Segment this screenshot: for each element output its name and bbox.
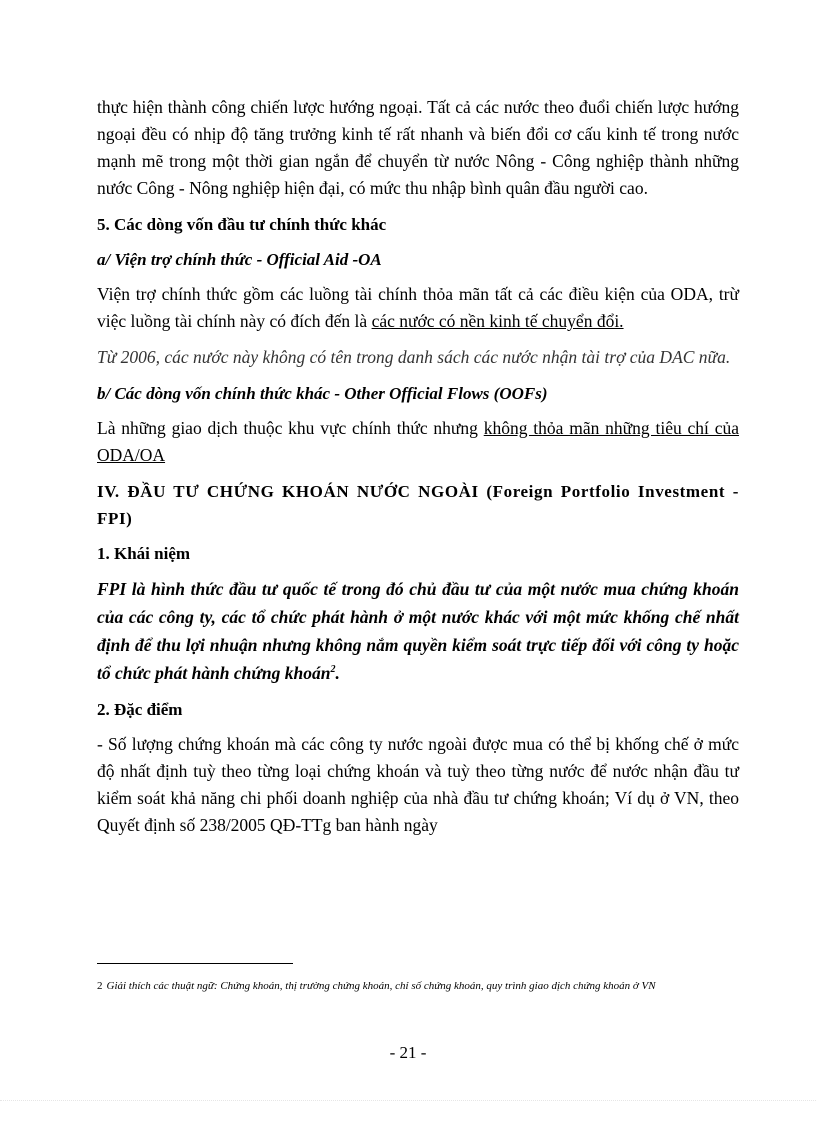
intro-paragraph: thực hiện thành công chiến lược hướng ngoại. Tất cả các nước theo đuổi chiến lược hướng ngoại đều có nhịp độ tăng trưởng kinh tế rất nhanh và biến đổi cơ cấu kinh tế trong nước mạnh mẽ trong một thời gian ngắn để chuyển từ nước Nông - Công nghiệp thành những nước Công - Nông nghiệp hiện đại, có mức thu nhập bình quân đầu người cao.: [97, 97, 739, 198]
footnote: [97, 978, 739, 995]
features-heading: 2. Đặc điểm: [97, 700, 183, 719]
page-body: [97, 94, 739, 848]
fpi-definition: FPI là hình thức đầu tư quốc tế trong đó chủ đầu tư của một nước mua chứng khoán của các công ty, các tổ chức phát hành ở một nước khác với một mức khống chế nhất định để thu lợi nhuận nhưng không nắm quyền kiểm soát trực tiếp đối với công ty hoặc tổ chức phát hành chứng khoán$^2$.: [97, 579, 739, 683]
page-bottom-divider: [0, 1100, 816, 1101]
concept-heading: 1. Khái niệm: [97, 544, 191, 563]
oa-paragraph: [97, 281, 739, 335]
oof-text: Là những giao dịch thuộc khu vực chính thức nhưng: [97, 418, 484, 438]
subsection-b-heading: b/ Các dòng vốn chính thức khác - Other Official Flows (OOFs): [97, 384, 548, 403]
footnote-number: 2: [97, 980, 103, 992]
oof-underlined-text: không thỏa mãn những tiêu chí của ODA/OA: [97, 418, 740, 465]
footnote-divider: [97, 963, 293, 964]
page-number: - 21 -: [389, 1043, 427, 1062]
subsection-a-heading: a/ Viện trợ chính thức - Official Aid -OA: [97, 250, 382, 269]
footnote-text: Giải thích các thuật ngữ: Chứng khoán, thị trường chứng khoán, chỉ số chứng khoán, quy trình giao dịch chứng khoán ở VN: [106, 980, 656, 992]
fpi-definition-text: FPI là hình thức đầu tư quốc tế trong đó chủ đầu tư của một nước mua chứng khoán của các công ty, các tổ chức phát hành ở một nước khác với một mức khống chế nhất định để thu lợi nhuận nhưng không nắm quyền kiểm soát trực tiếp đối với công ty hoặc tổ chức phát hành chứng khoán: [97, 579, 739, 683]
oof-paragraph: [97, 415, 739, 469]
section-iv-heading: IV. ĐẦU TƯ CHỨNG KHOÁN NƯỚC NGOÀI (Foreign Portfolio Investment - FPI): [97, 482, 739, 528]
oa-underlined-text: các nước có nền kinh tế chuyển đổi.: [371, 311, 624, 331]
oa-note: Từ 2006, các nước này không có tên trong danh sách các nước nhận tài trợ của DAC nữa.: [97, 347, 731, 367]
features-paragraph: - Số lượng chứng khoán mà các công ty nước ngoài được mua có thể bị khống chế ở mức độ nhất định tuỳ theo từng loại chứng khoán và tuỳ theo từng nước để nước nhận đầu tư kiểm soát khả năng chi phối doanh nghiệp của nhà đầu tư chứng khoán; Ví dụ ở VN, theo Quyết định số 238/2005 QĐ-TTg ban hành ngày: [97, 734, 739, 835]
oa-text: Viện trợ chính thức gồm các luồng tài chính thỏa mãn tất cả các điều kiện của ODA, trừ việc luồng tài chính này có đích đến là: [97, 284, 739, 331]
section-5-heading: 5. Các dòng vốn đầu tư chính thức khác: [97, 215, 387, 234]
footnote-reference[interactable]: 2: [330, 664, 336, 676]
